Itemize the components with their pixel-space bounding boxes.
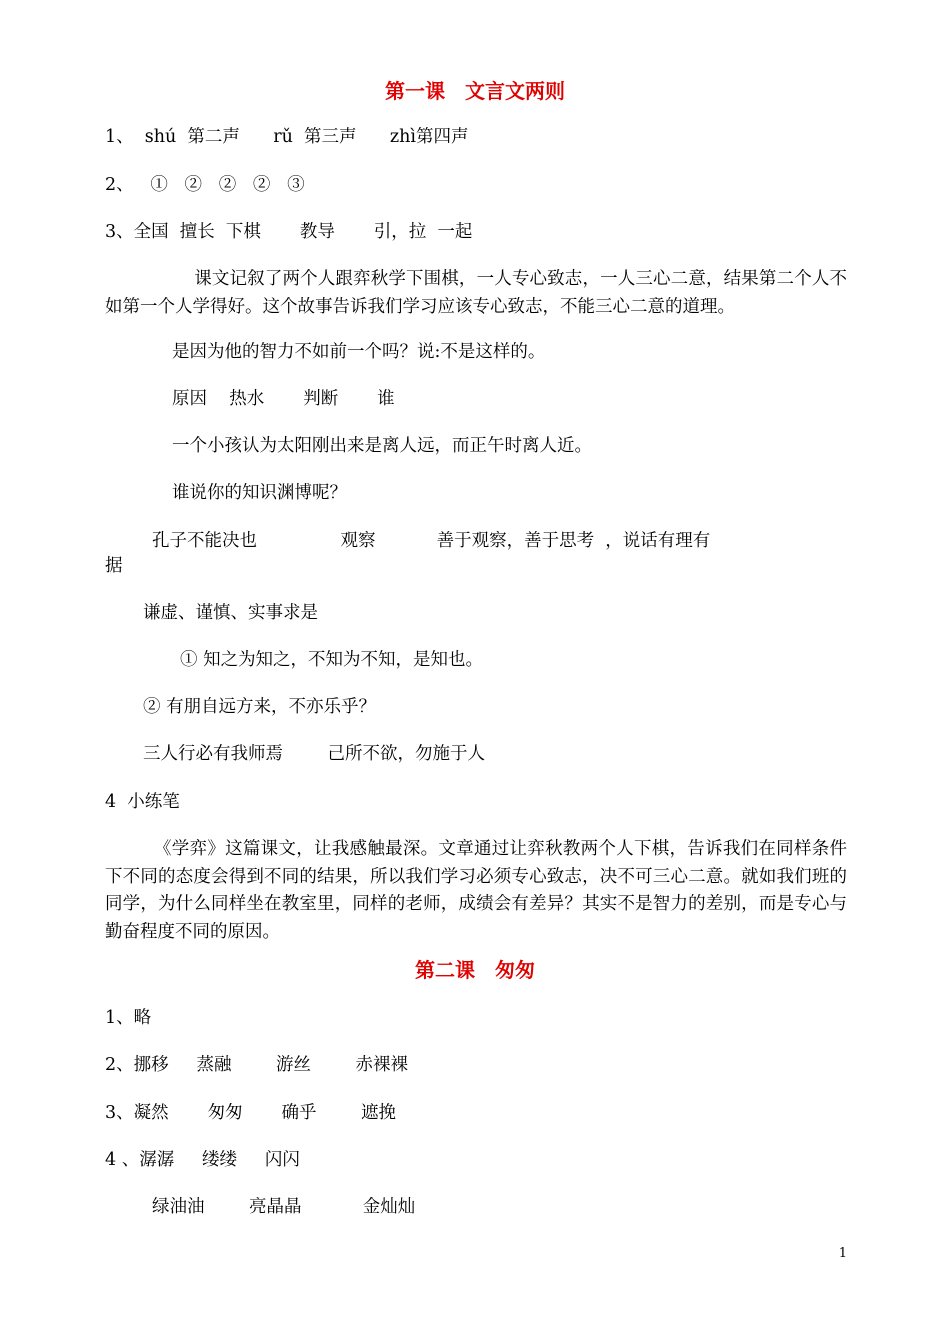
- answer-line: 谦虚、谨慎、实事求是: [143, 603, 318, 623]
- lesson2-answer-4-cont: 绿油油 亮晶晶 金灿灿: [152, 1197, 416, 1217]
- summary-paragraph: 课文记叙了两个人跟弈秋学下围棋，一人专心致志，一人三心二意，结果第二个人不如第一个人学得好。这个故事告诉我们学习应该专心致志，不能三心二意的道理。: [105, 269, 847, 317]
- answer-2: 2、 ① ② ② ② ③: [105, 175, 305, 195]
- answer-line: 是因为他的智力不如前一个吗？说:不是这样的。: [172, 342, 546, 362]
- quote-line: ① 知之为知之，不知为不知，是知也。: [180, 650, 484, 670]
- answer-3: 3、全国 擅长 下棋 教导 引，拉 一起: [105, 222, 473, 242]
- answer-line-continued: 据: [105, 556, 123, 576]
- answer-1: 1、 shú 第二声 rǔ 第三声 zhì第四声: [105, 127, 469, 147]
- answer-line: 谁说你的知识渊博呢？: [172, 483, 347, 503]
- lesson2-answer-1: 1、略: [105, 1008, 152, 1028]
- quote-line: ② 有朋自远方来，不亦乐乎？: [143, 697, 377, 717]
- practice-heading: 4 小练笔: [105, 792, 180, 812]
- lesson2-answer-4: 4 、潺潺 缕缕 闪闪: [105, 1150, 300, 1170]
- lesson2-answer-3: 3、凝然 匆匆 确乎 遮挽: [105, 1103, 397, 1123]
- quote-line: 三人行必有我师焉 己所不欲，勿施于人: [143, 744, 486, 764]
- lesson2-title: 第二课 匆匆: [415, 958, 535, 982]
- lesson2-answer-2: 2、挪移 蒸融 游丝 赤裸裸: [105, 1055, 408, 1075]
- page-number: 1: [838, 1246, 847, 1261]
- practice-paragraph: 《学弈》这篇课文，让我感触最深。文章通过让弈秋教两个人下棋，告诉我们在同样条件下不同的态度会得到不同的结果，所以我们学习必须专心致志，决不可三心二意。就如我们班的同学，为什么同样坐在教室里，同样的老师，成绩会有差异？其实不是智力的差别，而是专心与勤奋程度不同的原因。: [105, 839, 847, 942]
- answer-line: 原因 热水 判断 谁: [172, 389, 395, 409]
- answer-line: 孔子不能决也 观察 善于观察，善于思考 ，说话有理有: [152, 531, 711, 551]
- lesson1-title: 第一课 文言文两则: [385, 79, 565, 103]
- answer-line: 一个小孩认为太阳刚出来是离人远，而正午时离人近。: [172, 436, 592, 456]
